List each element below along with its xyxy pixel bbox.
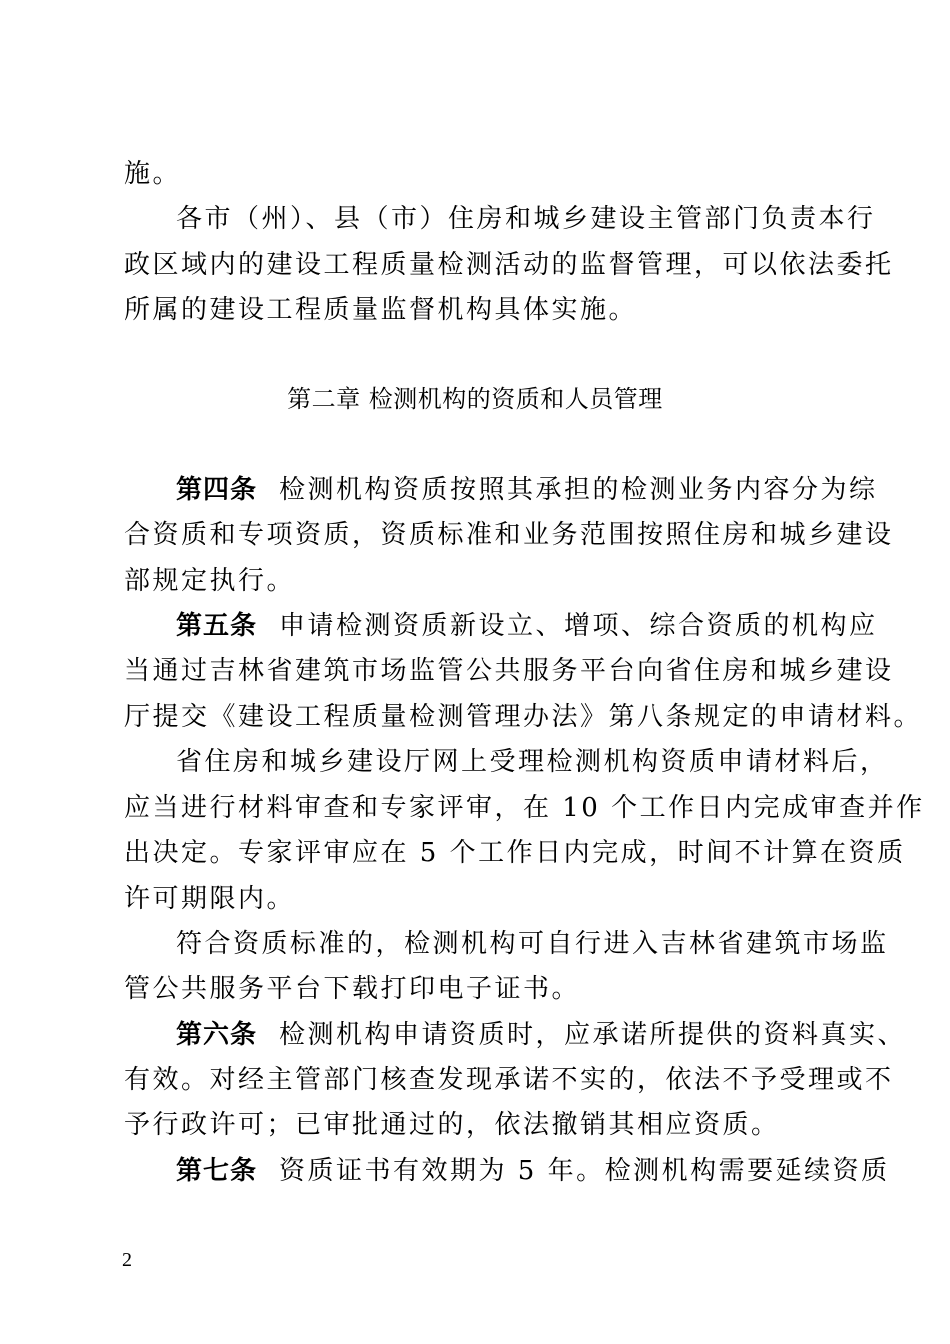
article-4-line-2: 合资质和专项资质，资质标准和业务范围按照住房和城乡建设 (124, 520, 894, 550)
article-5-label: 第五条 (176, 611, 258, 641)
article-4-label: 第四条 (176, 475, 258, 505)
article-5-line-1 (176, 609, 878, 643)
para-certificate-line-2: 管公共服务平台下载打印电子证书。 (124, 974, 581, 1004)
article-7-label: 第七条 (176, 1156, 258, 1186)
article-6-text-1: 检测机构申请资质时，应承诺所提供的资料真实、 (279, 1020, 907, 1050)
para-intro-line-1: 施。 (124, 159, 182, 189)
para-local-line-3: 所属的建设工程质量监督机构具体实施。 (124, 295, 638, 325)
article-4-line-1 (176, 473, 878, 507)
page-number: 2 (122, 1249, 132, 1271)
para-review-line-4: 许可期限内。 (124, 884, 296, 914)
article-6-line-1 (176, 1018, 907, 1052)
chapter-heading: 第二章 检测机构的资质和人员管理 (287, 385, 663, 413)
para-review-line-2: 应当进行材料审查和专家评审，在 10 个工作日内完成审查并作 (124, 793, 925, 823)
para-review-line-1: 省住房和城乡建设厅网上受理检测机构资质申请材料后， (176, 747, 889, 777)
article-6-line-3: 予行政许可；已审批通过的，依法撤销其相应资质。 (124, 1110, 780, 1140)
article-4-line-3: 部规定执行。 (124, 566, 296, 596)
article-5-line-3: 厅提交《建设工程质量检测管理办法》第八条规定的申请材料。 (124, 702, 923, 732)
para-local-line-2: 政区域内的建设工程质量检测活动的监督管理，可以依法委托 (124, 250, 894, 280)
article-5-text-1: 申请检测资质新设立、增项、综合资质的机构应 (279, 611, 878, 641)
article-6-label: 第六条 (176, 1020, 258, 1050)
para-certificate-line-1: 符合资质标准的，检测机构可自行进入吉林省建筑市场监 (176, 929, 889, 959)
article-5-line-2: 当通过吉林省建筑市场监管公共服务平台向省住房和城乡建设 (124, 656, 894, 686)
para-review-line-3: 出决定。专家评审应在 5 个工作日内完成，时间不计算在资质 (124, 838, 906, 868)
article-7-line-1 (176, 1154, 890, 1188)
article-4-text-1: 检测机构资质按照其承担的检测业务内容分为综 (279, 475, 878, 505)
article-7-text-1: 资质证书有效期为 5 年。检测机构需要延续资质 (279, 1156, 890, 1186)
article-6-line-2: 有效。对经主管部门核查发现承诺不实的，依法不予受理或不 (124, 1065, 894, 1095)
para-local-line-1: 各市（州）、县（市）住房和城乡建设主管部门负责本行 (176, 204, 876, 234)
